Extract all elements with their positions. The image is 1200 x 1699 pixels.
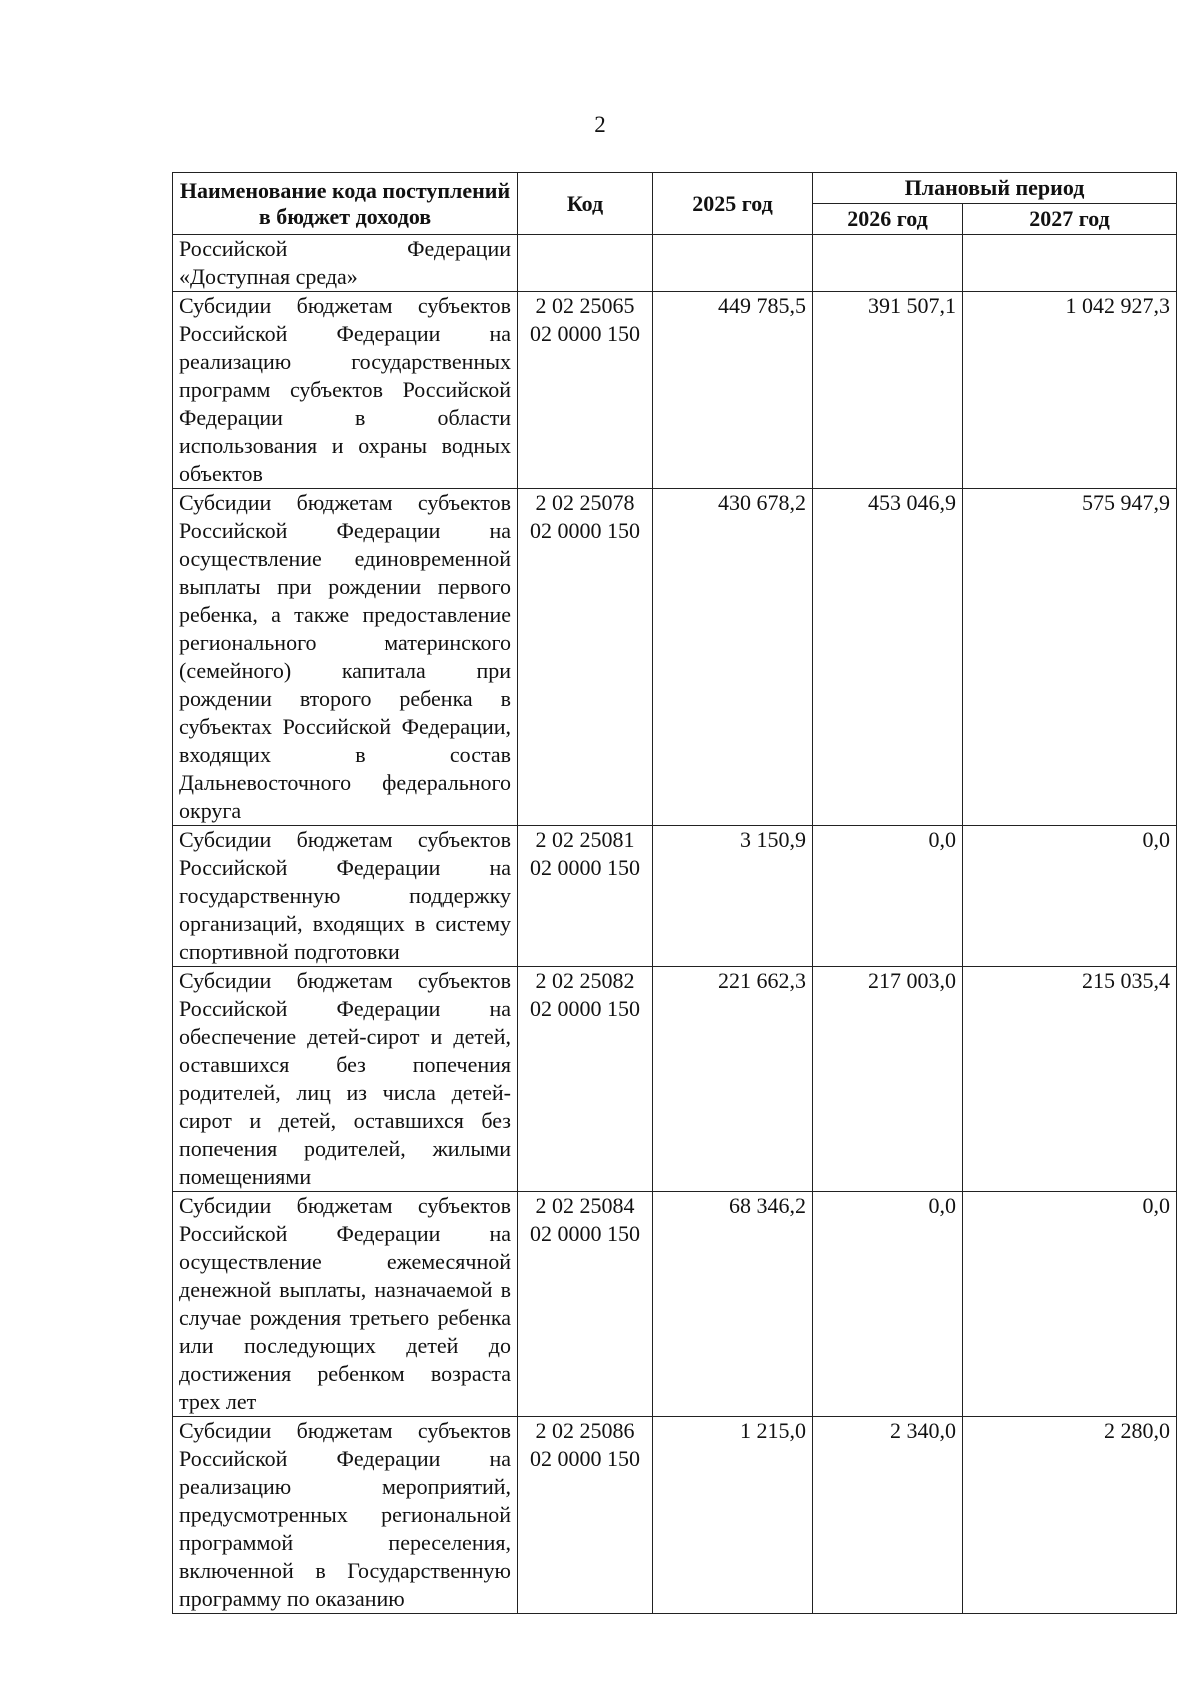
- row-2027: 575 947,9: [963, 489, 1177, 826]
- row-2025: 1 215,0: [653, 1417, 813, 1614]
- row-code: 2 02 25086 02 0000 150: [518, 1417, 653, 1614]
- row-2025: 68 346,2: [653, 1192, 813, 1417]
- header-code: Код: [518, 173, 653, 235]
- header-2026: 2026 год: [813, 204, 963, 235]
- row-name: Субсидии бюджетам субъектов Российской Федерации на государственную поддержку организаций, входящих в систему спортивной подготовки: [173, 826, 518, 967]
- row-2026: 391 507,1: [813, 292, 963, 489]
- row-code: 2 02 25081 02 0000 150: [518, 826, 653, 967]
- row-2027: [963, 235, 1177, 292]
- row-name: Субсидии бюджетам субъектов Российской Федерации на реализацию мероприятий, предусмотренных региональной программой переселения, включенной в Государственную программу по оказанию: [173, 1417, 518, 1614]
- row-2027: 215 035,4: [963, 967, 1177, 1192]
- table-row: [173, 292, 1177, 489]
- header-2025: 2025 год: [653, 173, 813, 235]
- row-2027: 0,0: [963, 826, 1177, 967]
- row-2026: 453 046,9: [813, 489, 963, 826]
- header-name: Наименование кода поступлений в бюджет доходов: [173, 173, 518, 235]
- row-name: Субсидии бюджетам субъектов Российской Федерации на осуществление единовременной выплаты при рождении первого ребенка, а также предоставление регионального материнского (семейного) капитала при рождении второго ребенка в субъектах Российской Федерации, входящих в состав Дальневосточного федерального округа: [173, 489, 518, 826]
- budget-revenue-table: [172, 172, 1177, 1614]
- header-2027: 2027 год: [963, 204, 1177, 235]
- header-plan-period: Плановый период: [813, 173, 1177, 204]
- row-code: 2 02 25078 02 0000 150: [518, 489, 653, 826]
- table-row: [173, 967, 1177, 1192]
- row-name: Российской Федерации «Доступная среда»: [173, 235, 518, 292]
- row-code: 2 02 25084 02 0000 150: [518, 1192, 653, 1417]
- row-2025: 449 785,5: [653, 292, 813, 489]
- table-row: [173, 235, 1177, 292]
- row-2027: 0,0: [963, 1192, 1177, 1417]
- row-2025: 3 150,9: [653, 826, 813, 967]
- row-code: 2 02 25065 02 0000 150: [518, 292, 653, 489]
- page-number: 2: [594, 112, 606, 137]
- row-2025: 221 662,3: [653, 967, 813, 1192]
- row-code: 2 02 25082 02 0000 150: [518, 967, 653, 1192]
- table-row: [173, 1417, 1177, 1614]
- row-2026: [813, 235, 963, 292]
- row-name: Субсидии бюджетам субъектов Российской Федерации на реализацию государственных программ субъектов Российской Федерации в области использования и охраны водных объектов: [173, 292, 518, 489]
- row-2026: 2 340,0: [813, 1417, 963, 1614]
- row-2026: 0,0: [813, 1192, 963, 1417]
- row-2027: 1 042 927,3: [963, 292, 1177, 489]
- row-2027: 2 280,0: [963, 1417, 1177, 1614]
- row-2026: 0,0: [813, 826, 963, 967]
- row-2026: 217 003,0: [813, 967, 963, 1192]
- row-2025: [653, 235, 813, 292]
- row-name: Субсидии бюджетам субъектов Российской Федерации на осуществление ежемесячной денежной выплаты, назначаемой в случае рождения третьего ребенка или последующих детей до достижения ребенком возраста трех лет: [173, 1192, 518, 1417]
- header-row-1: [173, 173, 1177, 204]
- table-row: [173, 1192, 1177, 1417]
- row-name: Субсидии бюджетам субъектов Российской Федерации на обеспечение детей-сирот и детей, оставшихся без попечения родителей, лиц из числа детей-сирот и детей, оставшихся без попечения родителей, жилыми помещениями: [173, 967, 518, 1192]
- table-row: [173, 489, 1177, 826]
- table-row: [173, 826, 1177, 967]
- row-code: [518, 235, 653, 292]
- row-2025: 430 678,2: [653, 489, 813, 826]
